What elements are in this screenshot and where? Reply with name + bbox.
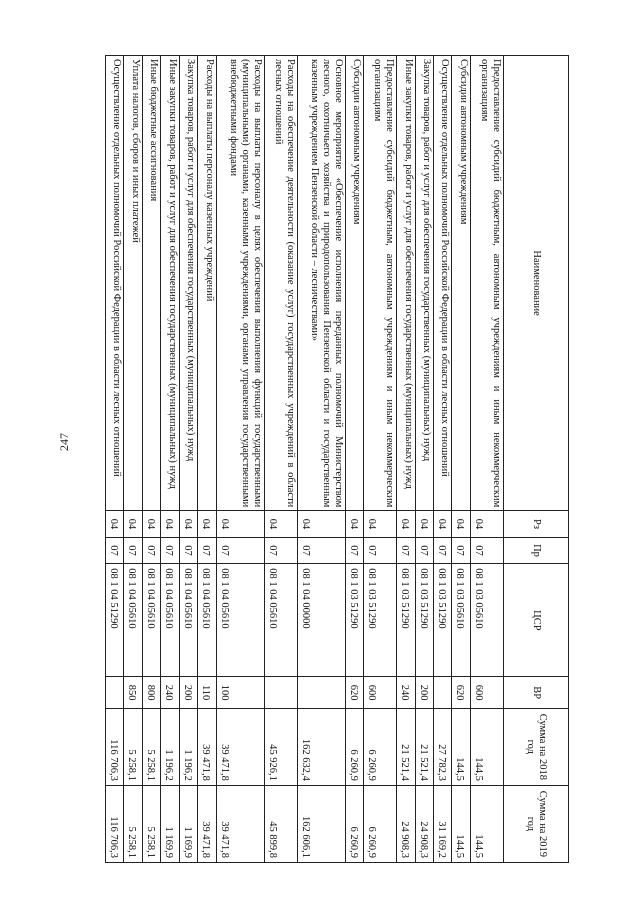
cell-sum-2018: 162 632,4 xyxy=(297,708,345,785)
cell-vr: 600 xyxy=(470,677,503,708)
cell-rz: 04 xyxy=(264,511,297,537)
cell-sum-2019: 39 471,8 xyxy=(198,785,216,862)
cell-sum-2019: 6 260,9 xyxy=(364,785,397,862)
cell-sum-2018: 45 926,1 xyxy=(264,708,297,785)
cell-csr: 08 1 04 00000 xyxy=(297,564,345,677)
cell-sum-2018: 6 260,9 xyxy=(345,708,363,785)
cell-pr: 07 xyxy=(106,537,125,563)
cell-rz: 04 xyxy=(434,511,452,537)
cell-vr: 620 xyxy=(452,677,470,708)
cell-name: Расходы на выплаты персоналу в целях обеспечения выполнения функций государственными (муниципальными) органами, казенными учреждениями, органами управления государственными внебюджетными фондами xyxy=(216,56,264,511)
cell-csr: 08 1 03 51290 xyxy=(397,564,415,677)
table-row xyxy=(264,56,297,863)
cell-sum-2019: 24 908,3 xyxy=(415,785,433,862)
table-row xyxy=(161,56,179,863)
cell-name: Иные закупки товаров, работ и услуг для обеспечения государственных (муниципальных) нужд xyxy=(397,56,415,511)
cell-sum-2019: 31 169,2 xyxy=(434,785,452,862)
cell-vr: 240 xyxy=(161,677,179,708)
cell-rz: 04 xyxy=(470,511,503,537)
cell-csr: 08 1 04 05610 xyxy=(216,564,264,677)
table-row xyxy=(397,56,415,863)
cell-vr: 110 xyxy=(198,677,216,708)
cell-rz: 04 xyxy=(106,511,125,537)
table-row xyxy=(345,56,363,863)
cell-name: Расходы на обеспечение деятельности (оказание услуг) государственных учреждений в области лесных отношений xyxy=(264,56,297,511)
table-row xyxy=(216,56,264,863)
cell-csr: 08 1 04 05610 xyxy=(161,564,179,677)
cell-csr: 08 1 04 05610 xyxy=(198,564,216,677)
cell-sum-2018: 39 471,8 xyxy=(216,708,264,785)
cell-pr: 07 xyxy=(297,537,345,563)
cell-csr: 08 1 03 51290 xyxy=(434,564,452,677)
cell-sum-2018: 27 782,3 xyxy=(434,708,452,785)
rotated-table-container xyxy=(105,55,569,863)
table-body xyxy=(106,56,504,863)
cell-pr: 07 xyxy=(216,537,264,563)
cell-sum-2018: 144,5 xyxy=(470,708,503,785)
table-row xyxy=(364,56,397,863)
cell-sum-2018: 5 258,1 xyxy=(124,708,142,785)
cell-vr: 200 xyxy=(415,677,433,708)
cell-csr: 08 1 04 05610 xyxy=(264,564,297,677)
cell-pr: 07 xyxy=(415,537,433,563)
header-sum-2018: Сумма на 2018 год xyxy=(504,708,569,785)
cell-rz: 04 xyxy=(364,511,397,537)
budget-table xyxy=(105,55,569,863)
cell-name: Предоставление субсидий бюджетным, автономным учреждениям и иным некоммерческим организациям xyxy=(470,56,503,511)
cell-sum-2019: 1 169,9 xyxy=(161,785,179,862)
header-sum-2019: Сумма на 2019 год xyxy=(504,785,569,862)
cell-rz: 04 xyxy=(452,511,470,537)
cell-sum-2018: 5 258,1 xyxy=(142,708,160,785)
cell-sum-2019: 144,5 xyxy=(470,785,503,862)
cell-pr: 07 xyxy=(161,537,179,563)
table-row xyxy=(452,56,470,863)
cell-pr: 07 xyxy=(198,537,216,563)
cell-sum-2019: 45 899,8 xyxy=(264,785,297,862)
cell-sum-2019: 24 908,3 xyxy=(397,785,415,862)
cell-sum-2018: 21 521,4 xyxy=(397,708,415,785)
cell-pr: 07 xyxy=(364,537,397,563)
cell-vr: 620 xyxy=(345,677,363,708)
cell-sum-2018: 1 196,2 xyxy=(179,708,197,785)
cell-name: Уплата налогов, сборов и иных платежей xyxy=(124,56,142,511)
cell-sum-2019: 162 606,1 xyxy=(297,785,345,862)
table-row xyxy=(142,56,160,863)
cell-sum-2019: 6 260,9 xyxy=(345,785,363,862)
table-row xyxy=(198,56,216,863)
cell-csr: 08 1 03 05610 xyxy=(470,564,503,677)
cell-name: Осуществление отдельных полномочий Российской Федерации в области лесных отношений xyxy=(106,56,125,511)
table-row xyxy=(434,56,452,863)
cell-vr: 850 xyxy=(124,677,142,708)
cell-vr: 800 xyxy=(142,677,160,708)
cell-vr xyxy=(264,677,297,708)
cell-csr: 08 1 04 05610 xyxy=(124,564,142,677)
cell-csr: 08 1 04 05610 xyxy=(179,564,197,677)
cell-sum-2018: 1 196,2 xyxy=(161,708,179,785)
cell-csr: 08 1 04 05610 xyxy=(142,564,160,677)
page-number: 247 xyxy=(57,433,71,451)
cell-csr: 08 1 03 51290 xyxy=(364,564,397,677)
cell-pr: 07 xyxy=(124,537,142,563)
cell-sum-2018: 144,5 xyxy=(452,708,470,785)
cell-rz: 04 xyxy=(142,511,160,537)
cell-pr: 07 xyxy=(179,537,197,563)
cell-sum-2019: 116 706,3 xyxy=(106,785,125,862)
cell-sum-2019: 144,5 xyxy=(452,785,470,862)
cell-vr xyxy=(297,677,345,708)
cell-pr: 07 xyxy=(452,537,470,563)
table-row xyxy=(297,56,345,863)
cell-name: Основное мероприятие «Обеспечение исполнения переданных полномочий Министерством лесного, охотничьего хозяйства и природопользования Пензенской области и государственным казенным учреждением Пензенской области – лесничествами» xyxy=(297,56,345,511)
cell-vr xyxy=(434,677,452,708)
cell-sum-2019: 5 258,1 xyxy=(124,785,142,862)
cell-name: Расходы на выплаты персоналу казенных учреждений xyxy=(198,56,216,511)
cell-name: Иные бюджетные ассигнования xyxy=(142,56,160,511)
table-row xyxy=(179,56,197,863)
cell-sum-2019: 39 471,8 xyxy=(216,785,264,862)
cell-name: Иные закупки товаров, работ и услуг для обеспечения государственных (муниципальных) нужд xyxy=(161,56,179,511)
cell-name: Закупка товаров, работ и услуг для обеспечения государственных (муниципальных) нужд xyxy=(415,56,433,511)
cell-pr: 07 xyxy=(264,537,297,563)
cell-sum-2019: 1 169,9 xyxy=(179,785,197,862)
cell-rz: 04 xyxy=(297,511,345,537)
cell-vr: 240 xyxy=(397,677,415,708)
header-pr: Пр xyxy=(504,537,569,563)
cell-vr xyxy=(106,677,125,708)
cell-pr: 07 xyxy=(345,537,363,563)
cell-rz: 04 xyxy=(345,511,363,537)
table-header-row xyxy=(504,56,569,863)
table-row xyxy=(106,56,125,863)
cell-sum-2018: 6 260,9 xyxy=(364,708,397,785)
cell-vr: 100 xyxy=(216,677,264,708)
cell-name: Осуществление отдельных полномочий Российской Федерации в области лесных отношений xyxy=(434,56,452,511)
cell-name: Субсидии автономным учреждениям xyxy=(452,56,470,511)
header-csr: ЦСР xyxy=(504,564,569,677)
cell-rz: 04 xyxy=(415,511,433,537)
header-name: Наименование xyxy=(504,56,569,511)
table-row xyxy=(415,56,433,863)
cell-csr: 08 1 03 05610 xyxy=(452,564,470,677)
cell-rz: 04 xyxy=(397,511,415,537)
cell-rz: 04 xyxy=(216,511,264,537)
cell-pr: 07 xyxy=(470,537,503,563)
header-rz: Рз xyxy=(504,511,569,537)
cell-sum-2019: 5 258,1 xyxy=(142,785,160,862)
cell-csr: 08 1 03 51290 xyxy=(345,564,363,677)
table-row xyxy=(470,56,503,863)
cell-rz: 04 xyxy=(124,511,142,537)
cell-rz: 04 xyxy=(161,511,179,537)
cell-pr: 07 xyxy=(397,537,415,563)
cell-pr: 07 xyxy=(434,537,452,563)
cell-pr: 07 xyxy=(142,537,160,563)
cell-rz: 04 xyxy=(198,511,216,537)
cell-name: Закупка товаров, работ и услуг для обеспечения государственных (муниципальных) нужд xyxy=(179,56,197,511)
cell-csr: 08 1 04 51290 xyxy=(106,564,125,677)
cell-sum-2018: 39 471,8 xyxy=(198,708,216,785)
header-vr: ВР xyxy=(504,677,569,708)
cell-vr: 600 xyxy=(364,677,397,708)
cell-name: Предоставление субсидий бюджетным, автономным учреждениям и иным некоммерческим организациям xyxy=(364,56,397,511)
cell-vr: 200 xyxy=(179,677,197,708)
table-row xyxy=(124,56,142,863)
cell-name: Субсидии автономным учреждениям xyxy=(345,56,363,511)
cell-rz: 04 xyxy=(179,511,197,537)
cell-sum-2018: 21 521,4 xyxy=(415,708,433,785)
cell-sum-2018: 116 706,3 xyxy=(106,708,125,785)
cell-csr: 08 1 03 51290 xyxy=(415,564,433,677)
